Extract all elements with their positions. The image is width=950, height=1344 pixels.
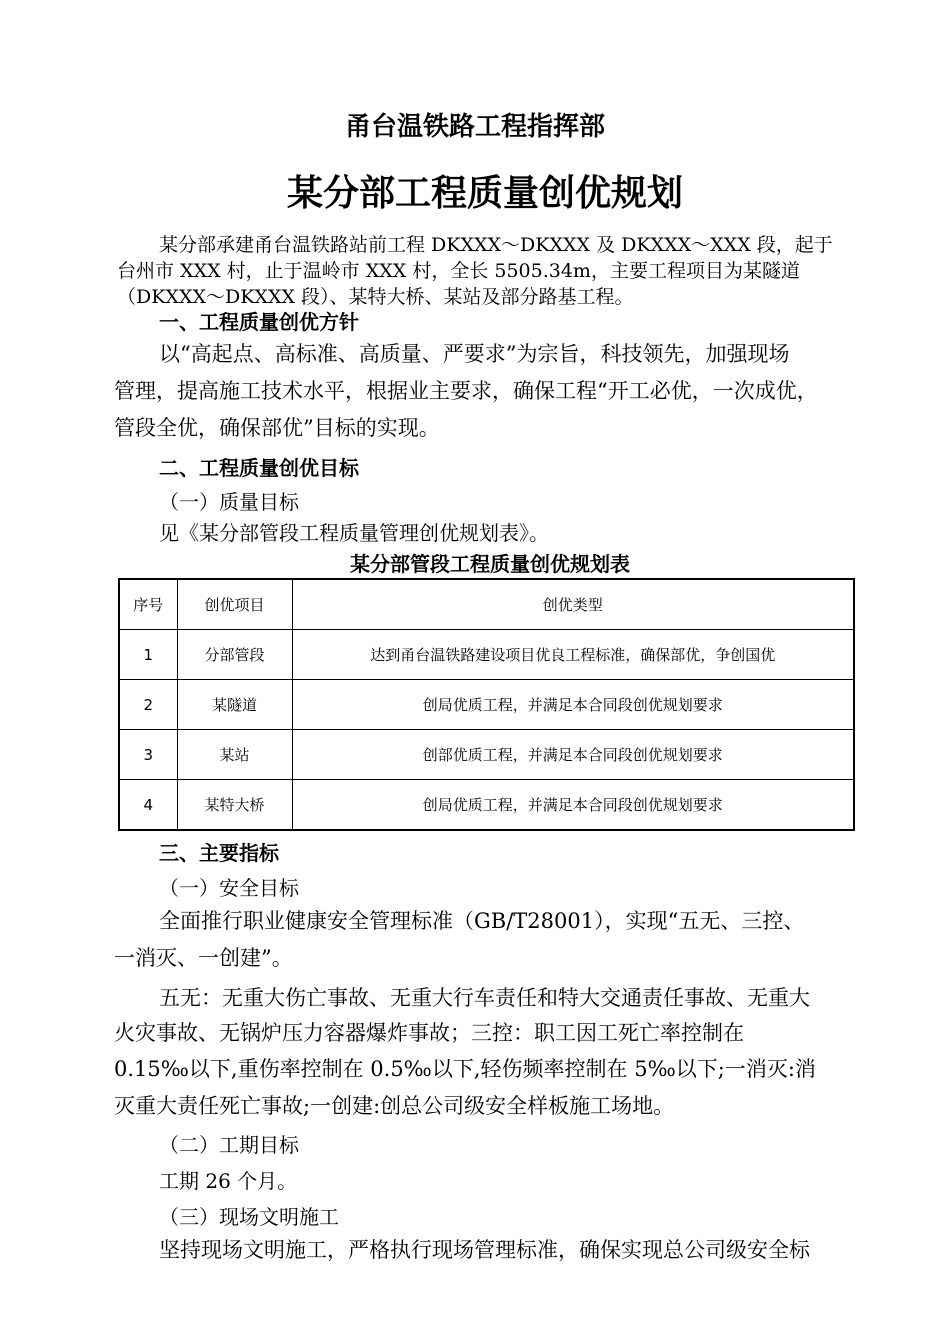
safety-detail-line-2: 火灾事故、无锅炉压力容器爆炸事故；三控：职工因工死亡率控制在 [114, 1021, 744, 1045]
cell-no: 1 [119, 630, 177, 680]
safety-target-subheading: （一）安全目标 [159, 876, 299, 900]
section-2-heading: 二、工程质量创优目标 [159, 456, 359, 480]
safety-detail-line-4: 灭重大责任死亡事故;一创建:创总公司级安全样板施工场地。 [114, 1094, 675, 1118]
table-title: 某分部管段工程质量创优规划表 [350, 552, 630, 576]
document-title: 某分部工程质量创优规划 [286, 173, 683, 214]
section-1-line-2: 管理，提高施工技术水平，根据业主要求，确保工程“开工必优，一次成优， [114, 379, 818, 403]
cell-no: 3 [119, 730, 177, 780]
intro-line-3: （DKXXX～DKXXX 段）、某特大桥、某站及部分路基工程。 [117, 286, 634, 308]
cell-type: 创局优质工程，并满足本合同段创优规划要求 [292, 780, 854, 831]
cell-item: 某隧道 [177, 680, 292, 730]
header-type: 创优类型 [292, 579, 854, 630]
cell-item: 某特大桥 [177, 780, 292, 831]
quality-target-subheading: （一）质量目标 [159, 490, 299, 514]
cell-item: 分部管段 [177, 630, 292, 680]
safety-detail-line-1: 五无：无重大伤亡事故、无重大行车责任和特大交通责任事故、无重大 [159, 986, 810, 1010]
safety-line-1: 全面推行职业健康安全管理标准（GB/T28001），实现“五无、三控、 [159, 909, 805, 933]
cell-type: 创局优质工程，并满足本合同段创优规划要求 [292, 680, 854, 730]
safety-detail-line-3: 0.15‰以下,重伤率控制在 0.5‰以下,轻伤频率控制在 5‰以下;一消灭:消 [114, 1057, 816, 1081]
cell-item: 某站 [177, 730, 292, 780]
section-1-heading: 一、工程质量创优方针 [159, 310, 359, 334]
intro-line-1: 某分部承建甬台温铁路站前工程 DKXXX～DKXXX 及 DKXXX～XXX 段，起于 [159, 234, 833, 256]
table-header-row [119, 579, 854, 630]
cell-type: 达到甬台温铁路建设项目优良工程标准，确保部优，争创国优 [292, 630, 854, 680]
safety-line-2: 一消灭、一创建”。 [114, 946, 293, 970]
table-row [119, 680, 854, 730]
cell-no: 4 [119, 780, 177, 831]
header-item: 创优项目 [177, 579, 292, 630]
table-row [119, 630, 854, 680]
quality-plan-table [118, 578, 855, 831]
period-target-subheading: （二）工期目标 [159, 1133, 299, 1157]
civil-construction-line: 坚持现场文明施工，严格执行现场管理标准，确保实现总公司级安全标 [159, 1238, 810, 1262]
cell-no: 2 [119, 680, 177, 730]
section-3-heading: 三、主要指标 [159, 841, 279, 865]
civil-construction-subheading: （三）现场文明施工 [159, 1205, 339, 1229]
cell-type: 创部优质工程，并满足本合同段创优规划要求 [292, 730, 854, 780]
table-reference: 见《某分部管段工程质量管理创优规划表》。 [159, 521, 549, 545]
table-row [119, 780, 854, 831]
section-1-line-3: 管段全优，确保部优”目标的实现。 [114, 416, 440, 440]
period-text: 工期 26 个月。 [159, 1169, 298, 1193]
header-no: 序号 [119, 579, 177, 630]
organization-heading: 甬台温铁路工程指挥部 [344, 112, 605, 142]
section-1-line-1: 以“高起点、高标准、高质量、严要求”为宗旨，科技领先，加强现场 [159, 342, 790, 366]
table-row [119, 730, 854, 780]
intro-line-2: 台州市 XXX 村，止于温岭市 XXX 村，全长 5505.34m，主要工程项目为某隧道 [117, 260, 800, 282]
